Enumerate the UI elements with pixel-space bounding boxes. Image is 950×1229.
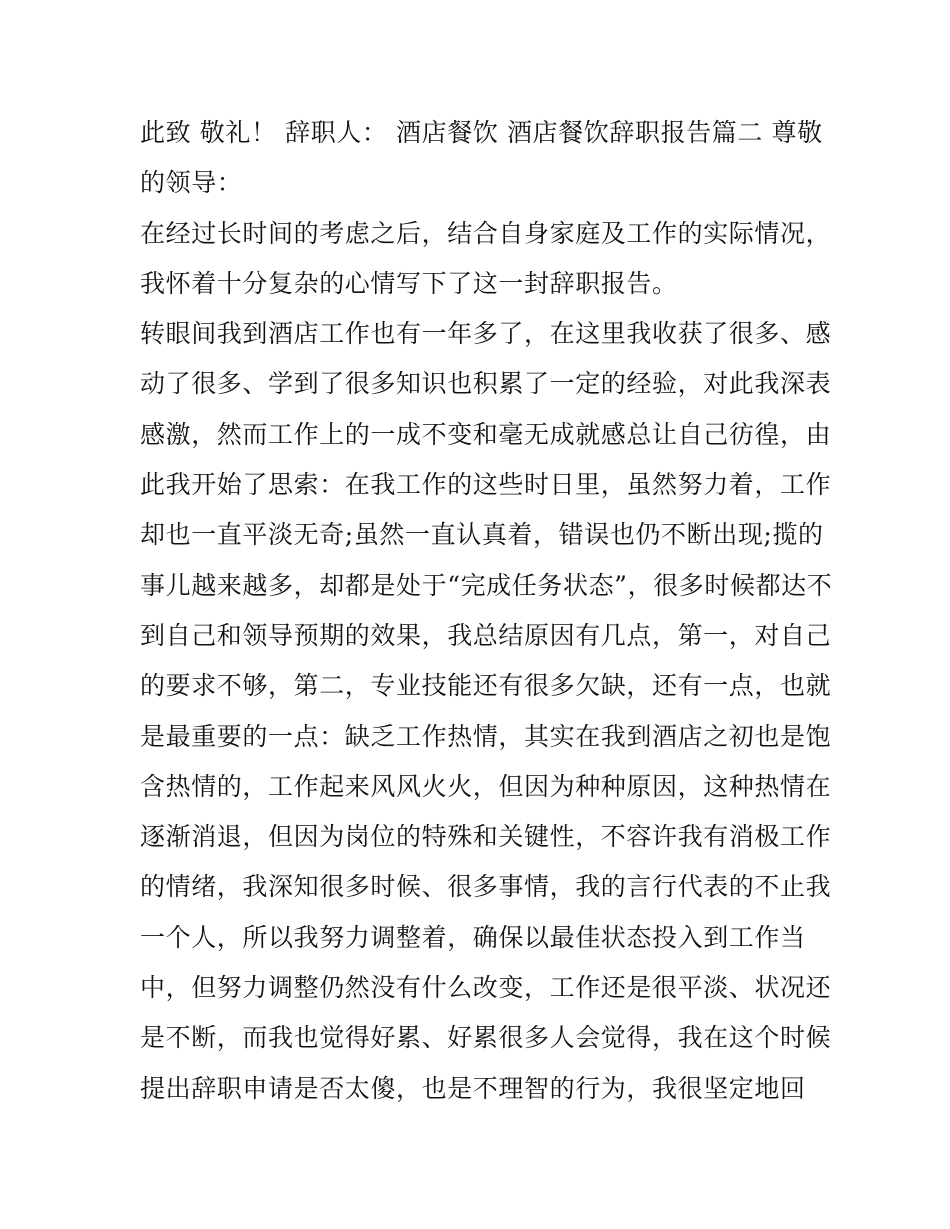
text-line: 提出辞职申请是否太傻，也是不理智的行为，我很坚定地回: [140, 1073, 806, 1103]
text-line: 此我开始了思索：在我工作的这些时日里，虽然努力着，工作: [140, 470, 832, 500]
text-line: 在经过长时间的考虑之后，结合自身家庭及工作的实际情况，: [140, 218, 832, 248]
text-line: 的要求不够，第二，专业技能还有很多欠缺，还有一点，也就: [140, 671, 832, 701]
text-line: 中，但努力调整仍然没有什么改变，工作还是很平淡、状况还: [140, 973, 832, 1003]
text-line: 的情绪，我深知很多时候、很多事情，我的言行代表的不止我: [140, 872, 832, 902]
text-line: 含热情的，工作起来风风火火，但因为种种原因，这种热情在: [140, 771, 832, 801]
text-line: 是最重要的一点：缺乏工作热情，其实在我到酒店之初也是饱: [140, 721, 832, 751]
text-line: 的领导：: [140, 168, 243, 198]
text-line: 事儿越来越多，却都是处于“完成任务状态”，很多时候都达不: [140, 570, 833, 600]
document-body: [140, 108, 833, 1114]
text-line: 逐渐消退，但因为岗位的特殊和关键性，不容许我有消极工作: [140, 822, 832, 852]
text-line: 一个人，所以我努力调整着，确保以最佳状态投入到工作当: [140, 922, 806, 952]
text-line: 动了很多、学到了很多知识也积累了一定的经验，对此我深表: [140, 369, 832, 399]
text-line: 我怀着十分复杂的心情写下了这一封辞职报告。: [140, 268, 678, 298]
text-line: 到自己和领导预期的效果，我总结原因有几点，第一，对自己: [140, 620, 832, 650]
text-line: 此致 敬礼！ 辞职人： 酒店餐饮 酒店餐饮辞职报告篇二 尊敬: [140, 118, 823, 147]
text-line: 是不断，而我也觉得好累、好累很多人会觉得，我在这个时候: [140, 1023, 832, 1053]
text-line: 转眼间我到酒店工作也有一年多了，在这里我收获了很多、感: [140, 319, 832, 349]
text-line: 却也一直平淡无奇;虽然一直认真着，错误也仍不断出现;揽的: [140, 520, 824, 550]
text-line: 感激，然而工作上的一成不变和毫无成就感总让自己彷徨，由: [140, 419, 832, 449]
